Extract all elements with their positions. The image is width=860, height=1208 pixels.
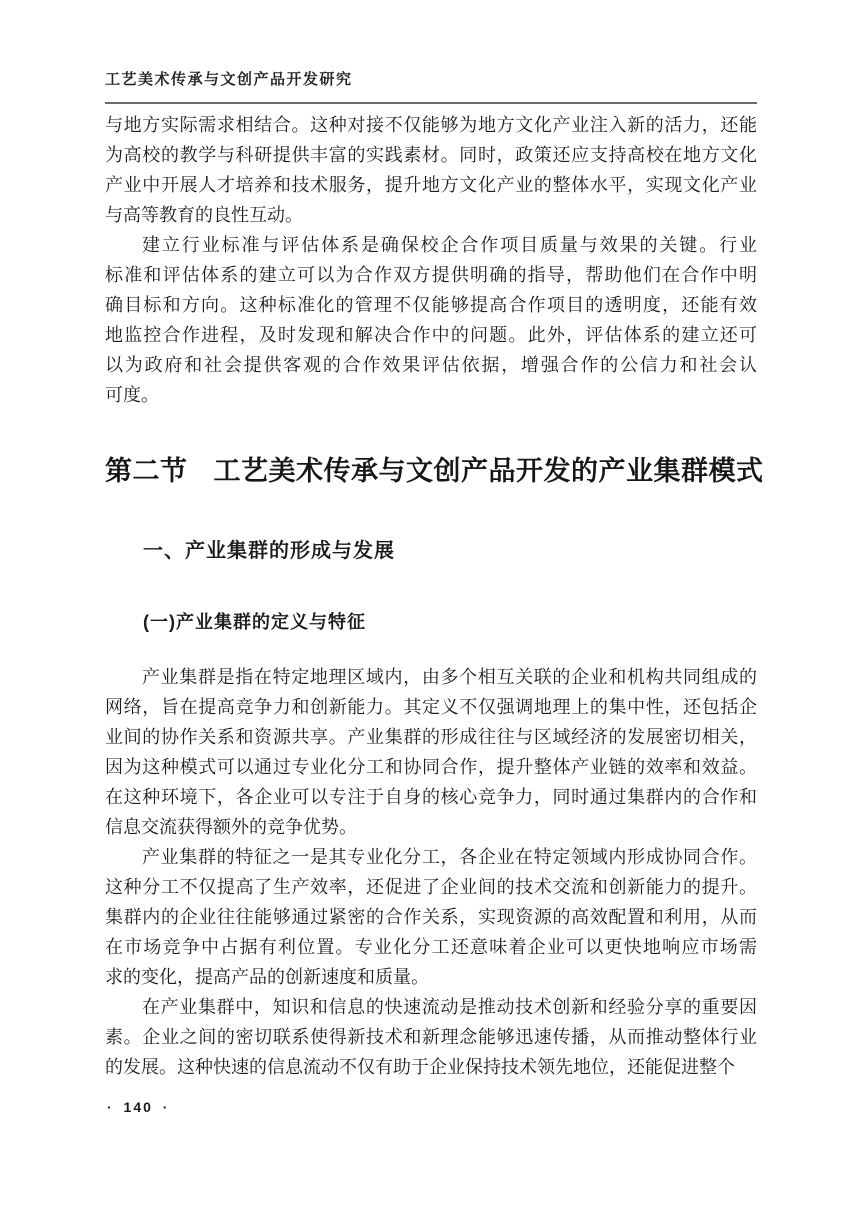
paragraph — [105, 110, 757, 230]
text-line: 因为这种模式可以通过专业化分工和协同合作，提升整体产业链的效率和效益。 — [105, 757, 757, 777]
paragraph — [105, 662, 757, 842]
subsubsection-heading: (一)产业集群的定义与特征 — [143, 612, 366, 632]
paragraph — [105, 992, 757, 1082]
page-content — [105, 0, 764, 1082]
section-number: 第二节 — [105, 456, 188, 486]
text-line: 产业集群是指在特定地理区域内，由多个相互关联的企业和机构共同组成的 — [142, 667, 757, 687]
text-line: 信息交流获得额外的竞争优势。 — [105, 817, 357, 837]
text-line: 在产业集群中，知识和信息的快速流动是推动技术创新和经验分享的重要因 — [142, 997, 757, 1017]
paragraph — [105, 842, 757, 992]
text-line: 网络，旨在提高竞争力和创新能力。其定义不仅强调地理上的集中性，还包括企 — [105, 697, 757, 717]
text-line: 在市场竞争中占据有利位置。专业化分工还意味着企业可以更快地响应市场需 — [105, 937, 757, 957]
text-line: 求的变化，提高产品的创新速度和质量。 — [105, 967, 429, 987]
text-line: 素。企业之间的密切联系使得新技术和新理念能够迅速传播，从而推动整体行业 — [105, 1027, 757, 1047]
text-line: 建立行业标准与评估体系是确保校企合作项目质量与效果的关键。行业 — [142, 235, 757, 255]
text-line: 产业中开展人才培养和技术服务，提升地方文化产业的整体水平，实现文化产业 — [105, 175, 757, 195]
header-rule — [105, 102, 757, 104]
text-line: 在这种环境下，各企业可以专注于自身的核心竞争力，同时通过集群内的合作和 — [105, 787, 757, 807]
text-line: 为高校的教学与科研提供丰富的实践素材。同时，政策还应支持高校在地方文化 — [105, 145, 757, 165]
text-line: 业间的协作关系和资源共享。产业集群的形成往往与区域经济的发展密切相关， — [105, 727, 757, 747]
text-line: 产业集群的特征之一是其专业化分工，各企业在特定领域内形成协同合作。 — [142, 847, 757, 867]
text-line: 标准和评估体系的建立可以为合作双方提供明确的指导，帮助他们在合作中明 — [105, 265, 757, 285]
text-line: 确目标和方向。这种标准化的管理不仅能够提高合作项目的透明度，还能有效 — [105, 295, 757, 315]
text-line: 这种分工不仅提高了生产效率，还促进了企业间的技术交流和创新能力的提升。 — [105, 877, 757, 897]
text-line: 以为政府和社会提供客观的合作效果评估依据，增强合作的公信力和社会认 — [105, 355, 757, 375]
section-heading — [105, 454, 764, 488]
running-header-title: 工艺美术传承与文创产品开发研究 — [105, 71, 353, 88]
page-number: · 140 · — [107, 1099, 170, 1115]
subsection-heading: 一、产业集群的形成与发展 — [143, 540, 395, 562]
section-title: 工艺美术传承与文创产品开发的产业集群模式 — [213, 456, 764, 486]
text-line: 集群内的企业往往能够通过紧密的合作关系，实现资源的高效配置和利用，从而 — [105, 907, 757, 927]
text-line: 与高等教育的良性互动。 — [105, 205, 303, 225]
paragraph — [105, 230, 757, 410]
text-line: 的发展。这种快速的信息流动不仅有助于企业保持技术领先地位，还能促进整个 — [105, 1057, 735, 1077]
text-line: 与地方实际需求相结合。这种对接不仅能够为地方文化产业注入新的活力，还能 — [105, 115, 757, 135]
text-line: 可度。 — [105, 385, 159, 405]
text-line: 地监控合作进程，及时发现和解决合作中的问题。此外，评估体系的建立还可 — [105, 325, 757, 345]
